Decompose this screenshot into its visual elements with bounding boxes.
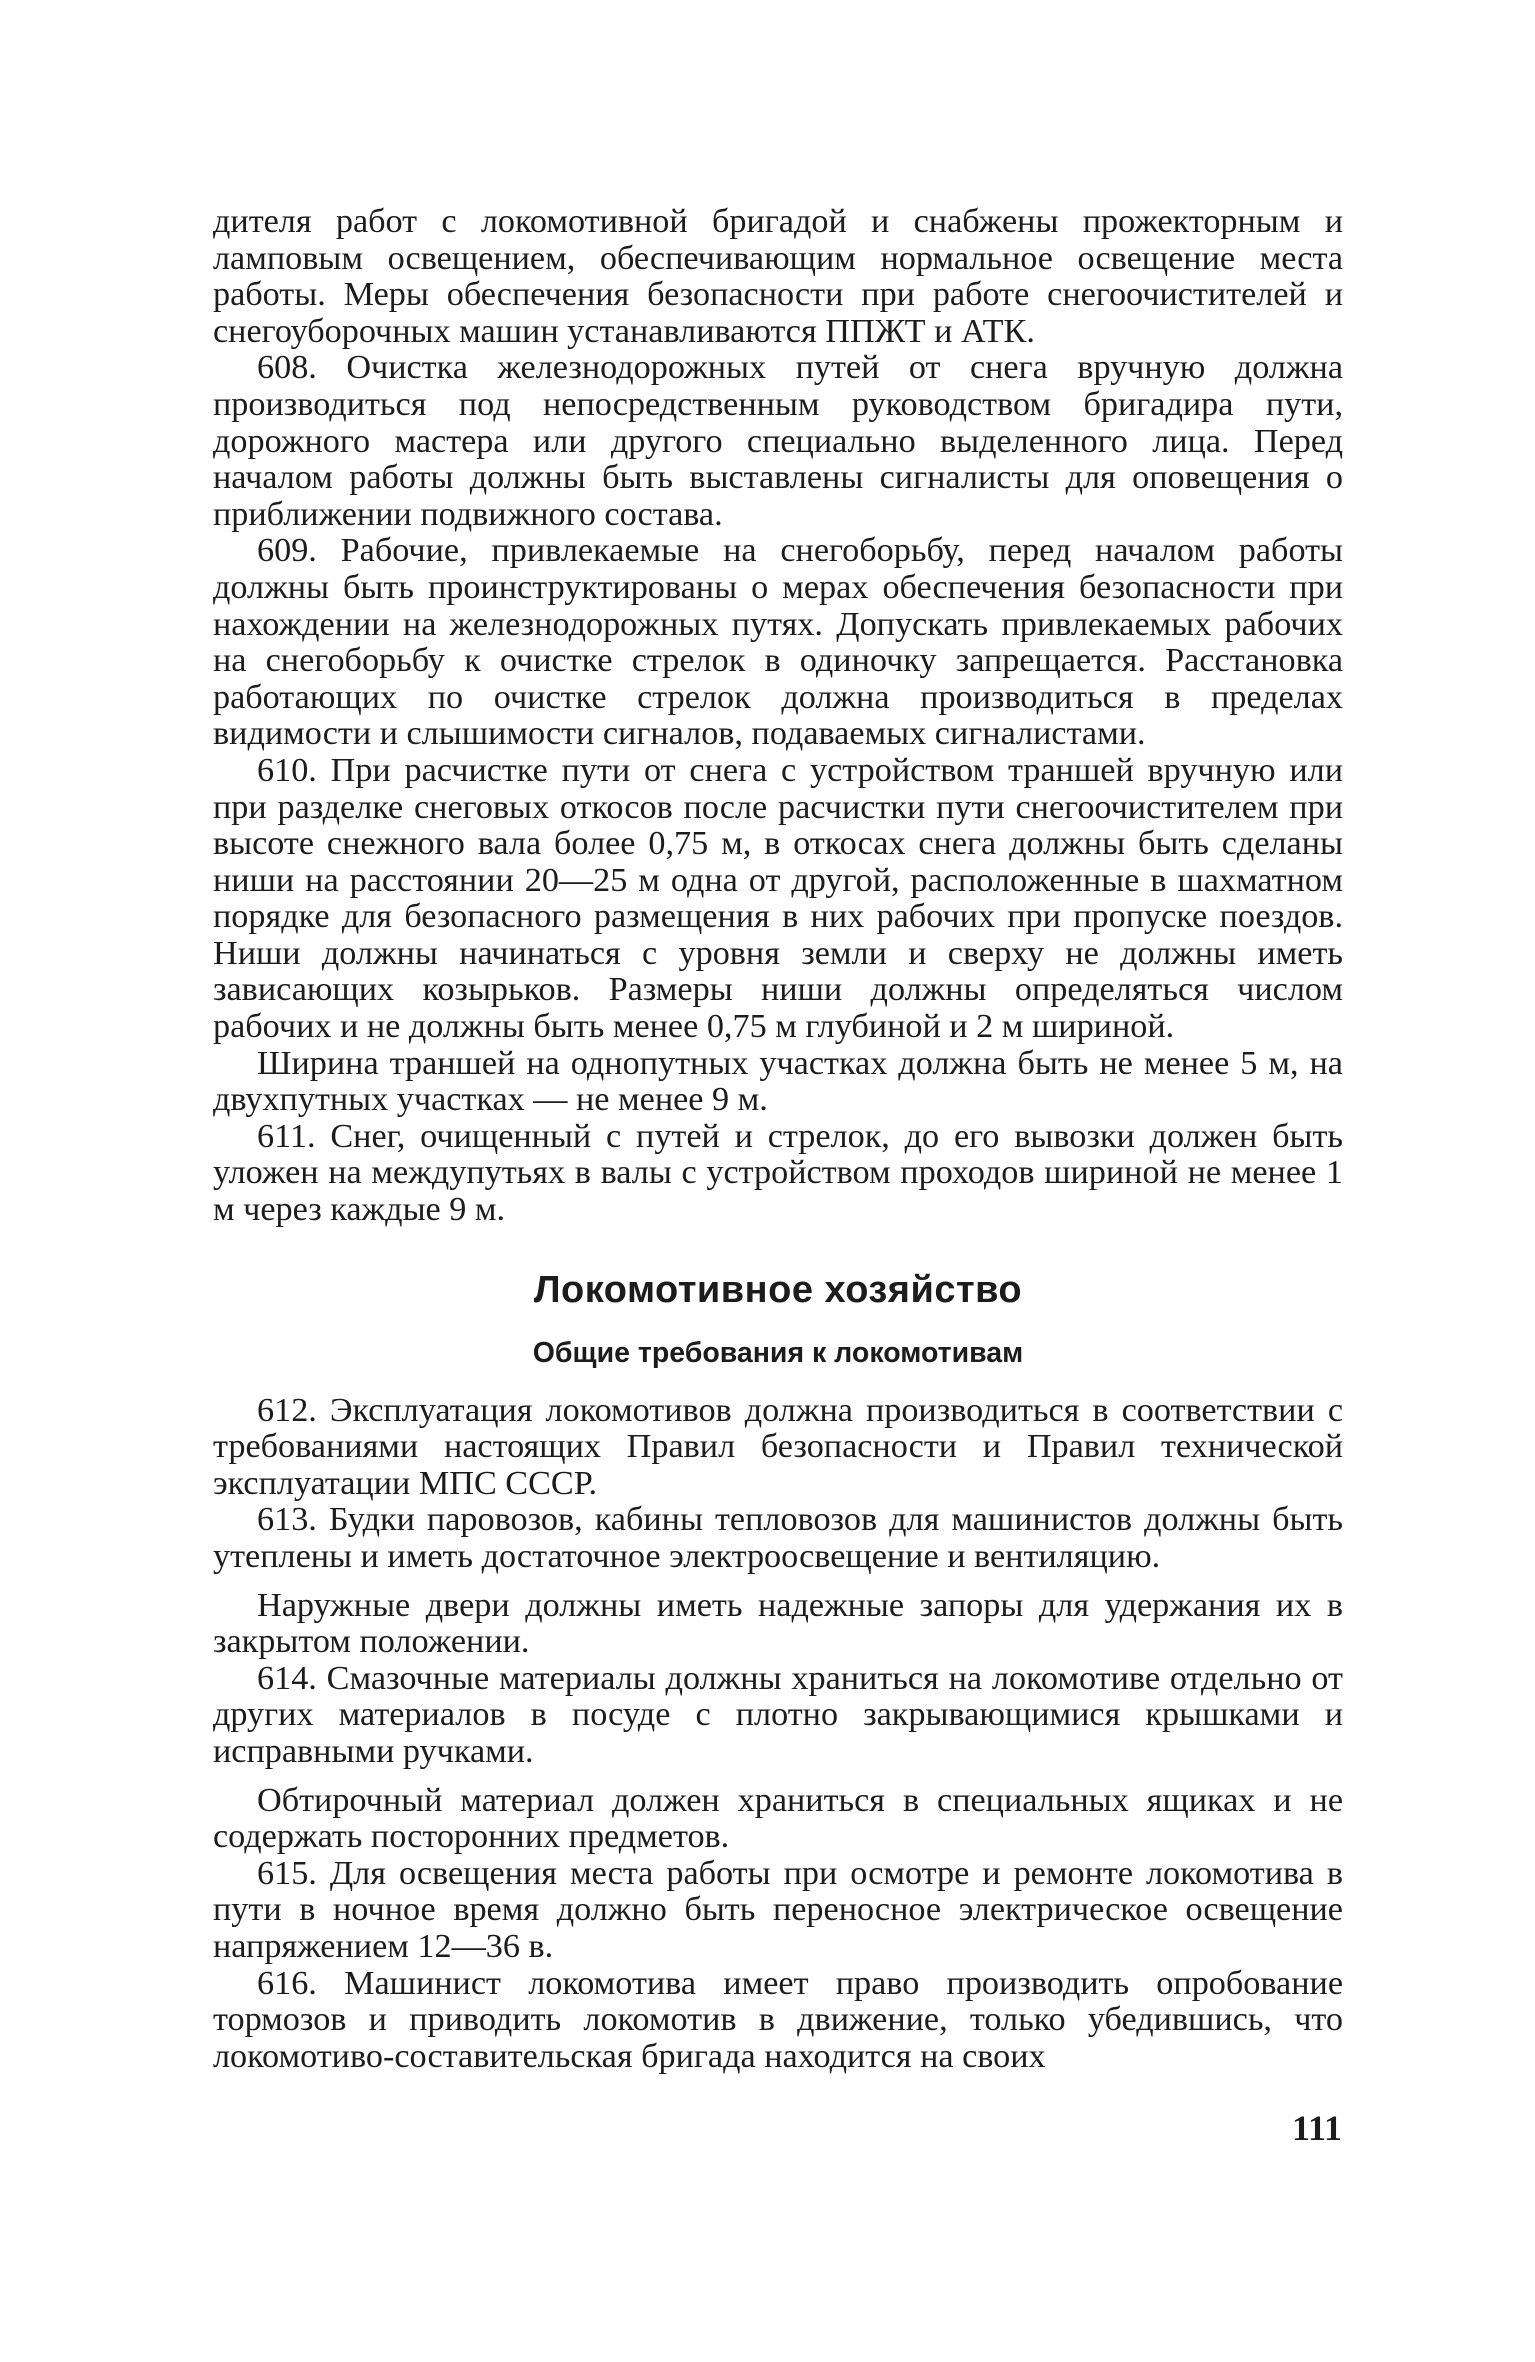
- paragraph-trench-width: Ширина траншей на однопутных участках должна быть не менее 5 м, на двухпутных участках — не менее 9 м.: [213, 1044, 1343, 1119]
- paragraph-611: 611. Снег, очищенный с путей и стрелок, до его вывозки должен быть уложен на междупутьях в валы с устройством проходов шириной не менее 1 м через каждые 9 м.: [213, 1117, 1343, 1229]
- paragraph-613: 613. Будки паровозов, кабины тепловозов для машинистов должны быть утеплены и иметь достаточное электроосвещение и вентиляцию.: [213, 1501, 1343, 1575]
- paragraph-612: 612. Эксплуатация локомотивов должна производиться в соответствии с требованиями настоящих Правил безопасности и Правил технической эксплуатации МПС СССР.: [213, 1391, 1343, 1502]
- paragraph-doors: Наружные двери должны иметь надежные запоры для удержания их в закрытом положении.: [213, 1586, 1343, 1661]
- paragraph-614: 614. Смазочные материалы должны храниться на локомотиве отдельно от других материалов в посуде с плотно закрывающимися крышками и исправными ручками.: [213, 1659, 1343, 1770]
- paragraph-608: 608. Очистка железнодорожных путей от снега вручную должна производиться под непосредственным руководством бригадира пути, дорожного мастера или другого специально выделенного лица. Перед началом работы должны быть выставлены сигналисты для оповещения о приближении подвижного состава.: [213, 349, 1343, 533]
- paragraph-610: 610. При расчистке пути от снега с устройством траншей вручную или при разделке снеговых откосов после расчистки пути снегоочистителем при высоте снежного вала более 0,75 м, в откосах снега должны быть сделаны ниши на расстоянии 20—25 м одна от другой, расположенные в шахматном порядке для безопасного размещения в них рабочих при пропуске поездов. Ниши должны начинаться с уровня земли и сверху не должны иметь зависающих козырьков. Размеры ниши должны определяться числом рабочих и не должны быть менее 0,75 м глубиной и 2 м шириной.: [213, 751, 1343, 1046]
- paragraph-615: 615. Для освещения места работы при осмотре и ремонте локомотива в пути в ночное время должно быть переносное электрическое освещение напряжением 12—36 в.: [213, 1854, 1343, 1965]
- paragraph-609: 609. Рабочие, привлекаемые на снегоборьбу, перед началом работы должны быть проинструктированы о мерах обеспечения безопасности при нахождении на железнодорожных путях. Допускать привлекаемых рабочих на снегоборьбу к очистке стрелок в одиночку запрещается. Расстановка работающих по очистке стрелок должна производиться в пределах видимости и слышимости сигналов, подаваемых сигналистами.: [213, 532, 1343, 753]
- subsection-title: Общие требования к локомотивам: [532, 1336, 1024, 1369]
- paragraph-continuation: дителя работ с локомотивной бригадой и снабжены прожекторным и ламповым освещением, обеспечивающим нормальное освещение места работы. Меры обеспечения безопасности при работе снегоочистителей и снегоуборочных машин устанавливаются ППЖТ и АТК.: [213, 203, 1343, 350]
- section-title: Локомотивное хозяйство: [533, 1268, 1023, 1311]
- paragraph-wiping-material: Обтирочный материал должен храниться в специальных ящиках и не содержать посторонних предметов.: [213, 1781, 1343, 1856]
- text-column: [213, 204, 1343, 2075]
- paragraph-616: 616. Машинист локомотива имеет право производить опробование тормозов и приводить локомотив в движение, только убедившись, что локомотиво-составительская бригада находится на своих: [213, 1964, 1343, 2075]
- page-number: 111: [1291, 2108, 1342, 2148]
